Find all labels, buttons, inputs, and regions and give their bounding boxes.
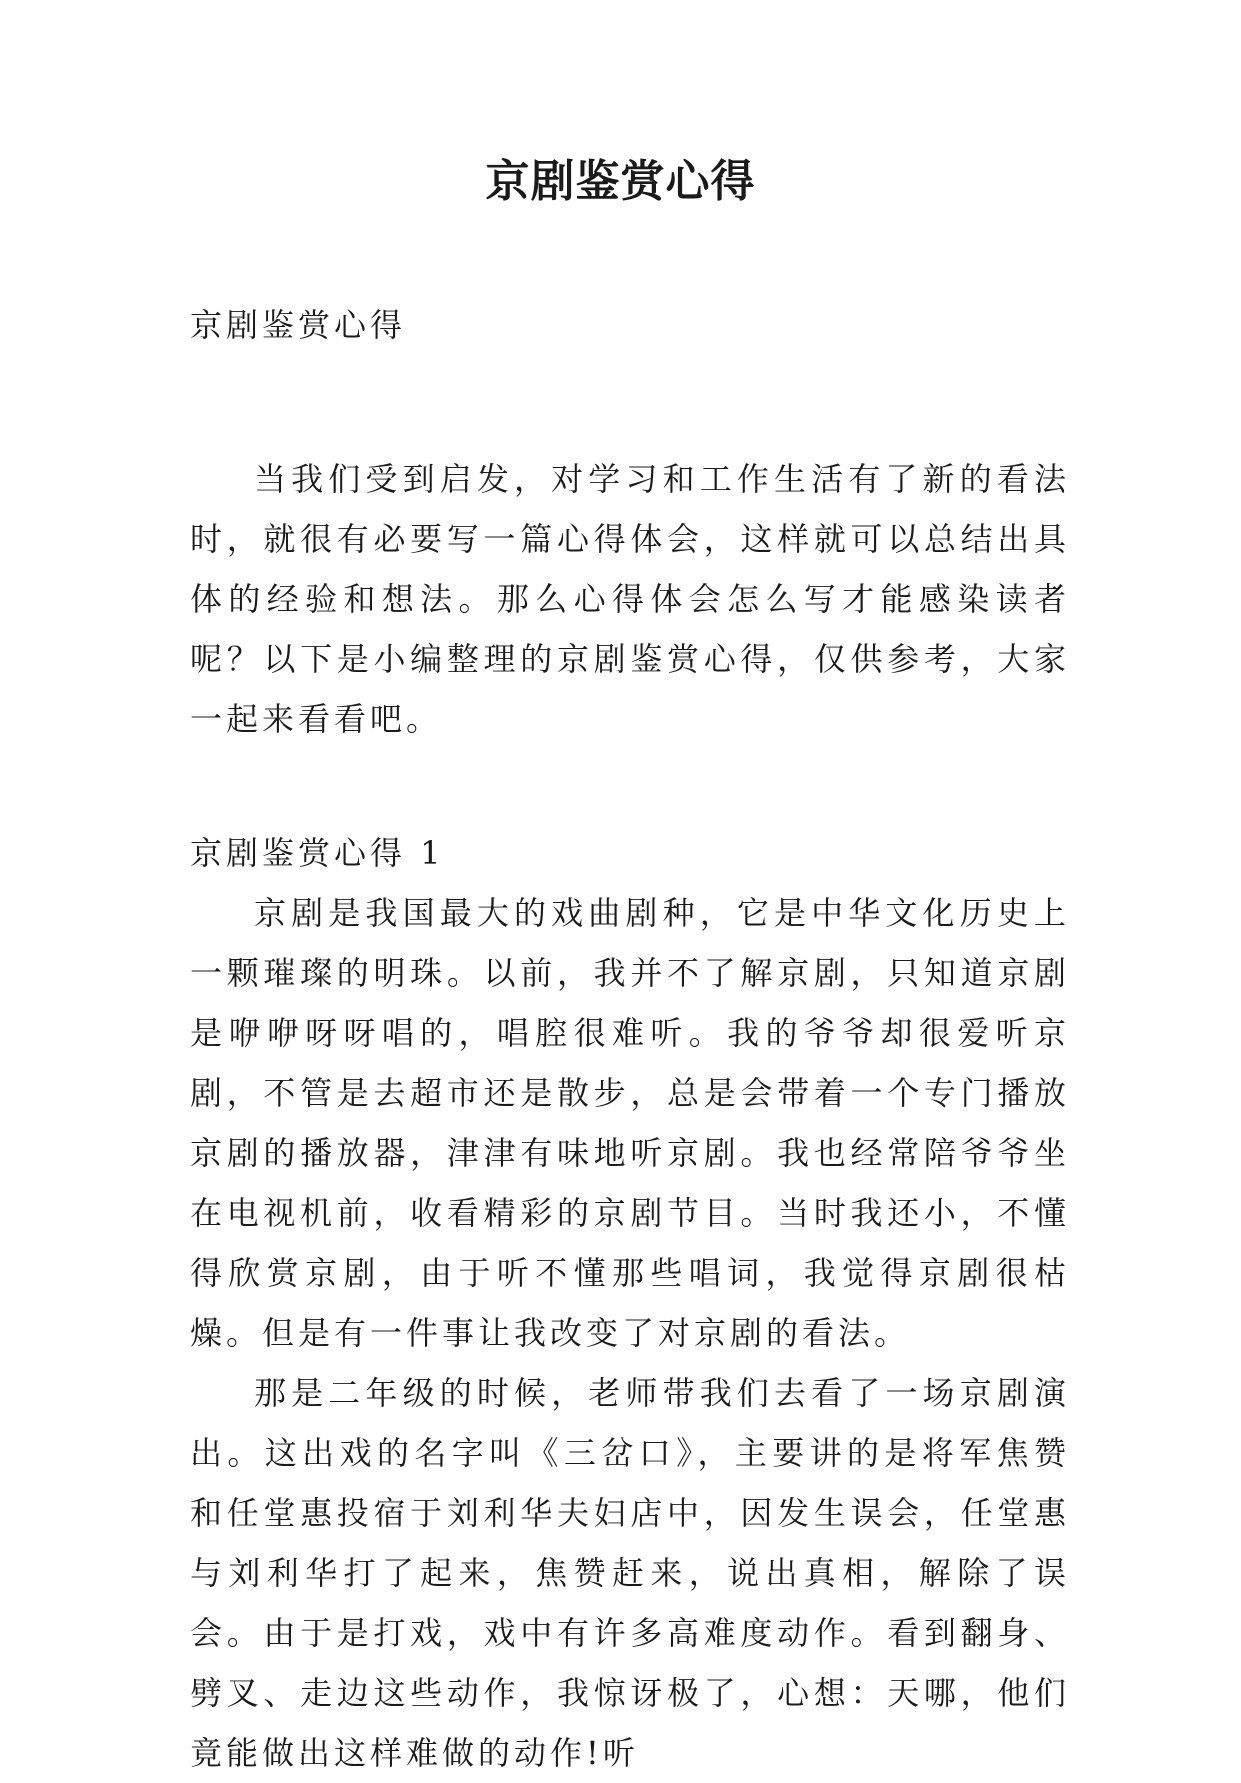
section-heading: 京剧鉴赏心得 1	[190, 834, 445, 872]
spacer	[190, 749, 1070, 823]
document-subtitle: 京剧鉴赏心得	[190, 306, 407, 344]
body-paragraph-2: 那是二年级的时候，老师带我们去看了一场京剧演出。这出戏的名字叫《三岔口》，主要讲的是将军焦赞和任堂惠投宿于刘利华夫妇店中，因发生误会，任堂惠与刘利华打了起来，焦赞赶来，说出真相，解除了误会。由于是打戏，戏中有许多高难度动作。看到翻身、劈叉、走边这些动作，我惊讶极了，心想：天哪，他们竟能做出这样难做的动作!听	[190, 1374, 1070, 1772]
document-title: 京剧鉴赏心得	[485, 156, 756, 207]
spacer	[190, 355, 1070, 449]
document-body	[190, 295, 1070, 1783]
intro-paragraph: 当我们受到启发，对学习和工作生活有了新的看法时，就很有必要写一篇心得体会，这样就可以总结出具体的经验和想法。那么心得体会怎么写才能感染读者呢？以下是小编整理的京剧鉴赏心得，仅供参考，大家一起来看看吧。	[190, 460, 1070, 738]
body-paragraph-1: 京剧是我国最大的戏曲剧种，它是中华文化历史上一颗璀璨的明珠。以前，我并不了解京剧，只知道京剧是咿咿呀呀唱的，唱腔很难听。我的爷爷却很爱听京剧，不管是去超市还是散步，总是会带着一个专门播放京剧的播放器，津津有味地听京剧。我也经常陪爷爷坐在电视机前，收看精彩的京剧节目。当时我还小，不懂得欣赏京剧，由于听不懂那些唱词，我觉得京剧很枯燥。但是有一件事让我改变了对京剧的看法。	[190, 894, 1070, 1352]
